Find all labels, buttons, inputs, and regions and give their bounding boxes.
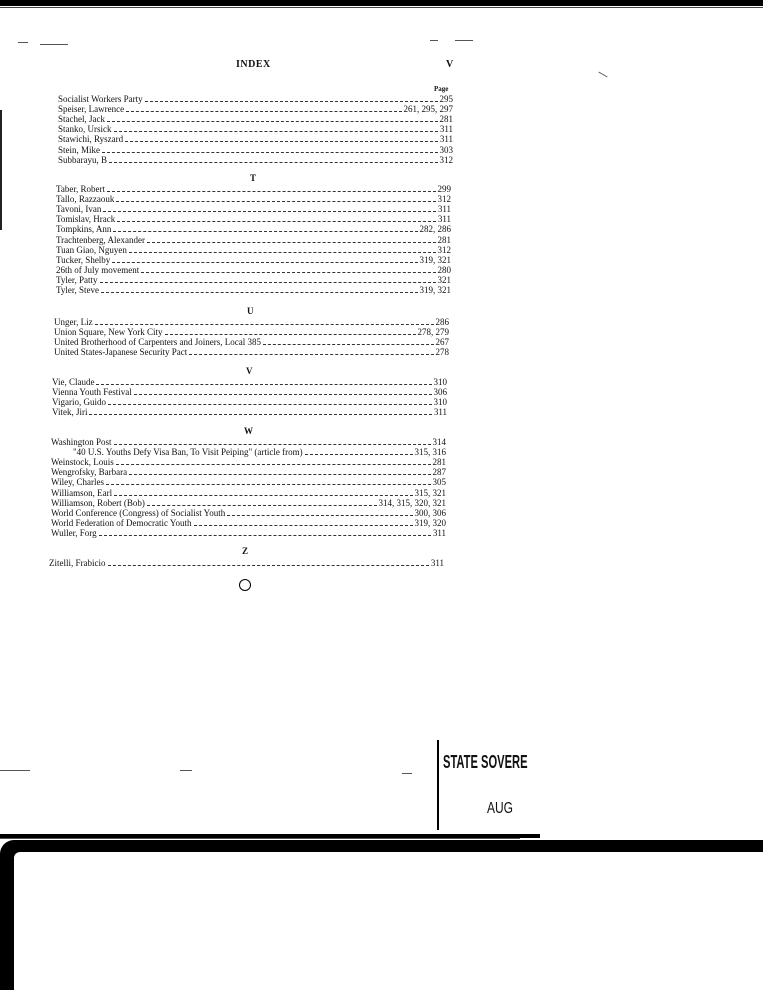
entry-pages: 315, 316 bbox=[414, 447, 446, 458]
leader-dots bbox=[126, 111, 401, 112]
page-column-label: Page bbox=[434, 85, 449, 93]
leader-dots bbox=[165, 334, 416, 335]
entry-pages: 321 bbox=[437, 274, 451, 285]
scan-speck bbox=[430, 40, 438, 41]
entry-name: Stawichi, Ryszard bbox=[58, 134, 124, 145]
index-entry bbox=[52, 397, 447, 407]
entry-pages: 305 bbox=[432, 477, 446, 488]
entry-name: Vie, Claude bbox=[52, 377, 95, 387]
index-entry bbox=[54, 327, 449, 337]
entry-name: Tomislav, Hrack bbox=[56, 214, 116, 225]
scan-speck bbox=[0, 770, 30, 771]
leader-dots bbox=[108, 565, 429, 566]
entry-name: Unger, Liz bbox=[54, 317, 93, 327]
entry-name: Wuller, Forg bbox=[51, 527, 97, 538]
entry-name: Vitek, Jiri bbox=[52, 407, 88, 418]
stamp-line-2: AUG bbox=[487, 800, 514, 817]
entry-pages: 310 bbox=[433, 377, 447, 387]
leader-dots bbox=[108, 404, 432, 405]
leader-dots bbox=[114, 444, 431, 445]
entry-name: Socialist Workers Party bbox=[58, 94, 143, 104]
entry-pages: 312 bbox=[439, 154, 453, 165]
leader-dots bbox=[107, 121, 438, 122]
entry-pages: 311 bbox=[439, 134, 453, 145]
leader-dots bbox=[141, 272, 435, 273]
entry-name: Tompkins, Ann bbox=[56, 224, 112, 235]
index-entry bbox=[56, 184, 451, 194]
section-letter: T bbox=[250, 173, 257, 183]
index-entry bbox=[56, 204, 451, 214]
entry-name: Tyler, Patty bbox=[56, 274, 98, 285]
entry-pages: 311 bbox=[433, 407, 447, 418]
leader-dots bbox=[134, 394, 432, 395]
index-entry bbox=[56, 224, 451, 234]
index-entry bbox=[56, 285, 451, 295]
leader-dots bbox=[102, 152, 438, 153]
leader-dots bbox=[114, 495, 412, 496]
leader-dots bbox=[117, 221, 436, 222]
entry-pages: 312 bbox=[437, 194, 451, 205]
entry-pages: 314 bbox=[432, 437, 446, 447]
leader-dots bbox=[145, 101, 438, 102]
entry-pages: 300, 306 bbox=[414, 507, 446, 518]
entry-name: Tavoni, Ivan bbox=[56, 204, 102, 215]
index-entry bbox=[58, 94, 453, 104]
scan-speck bbox=[18, 42, 28, 43]
leader-dots bbox=[107, 191, 436, 192]
stamp-border bbox=[437, 740, 439, 830]
entry-pages: 280 bbox=[437, 264, 451, 275]
index-entry bbox=[56, 255, 451, 265]
scan-speck bbox=[402, 773, 412, 774]
page-numeral: V bbox=[446, 59, 454, 70]
index-entry bbox=[54, 347, 449, 357]
leader-dots bbox=[189, 354, 433, 355]
scan-speck bbox=[455, 40, 473, 41]
section-letter: V bbox=[246, 366, 253, 376]
entry-pages: 281 bbox=[439, 114, 453, 125]
leader-dots bbox=[129, 252, 436, 253]
entry-pages: 311 bbox=[430, 558, 444, 568]
top-scan-edge-line bbox=[0, 7, 763, 8]
index-entry bbox=[51, 498, 446, 508]
index-entry bbox=[52, 407, 447, 417]
stamp bbox=[437, 740, 527, 834]
index-entry bbox=[51, 457, 446, 467]
leader-dots bbox=[227, 515, 412, 516]
leader-dots bbox=[89, 414, 431, 415]
entry-pages: 282, 286 bbox=[419, 224, 451, 235]
entry-name: Speiser, Lawrence bbox=[58, 104, 125, 115]
leader-dots bbox=[147, 505, 377, 506]
entry-pages: 278 bbox=[435, 347, 449, 358]
entry-pages: 267 bbox=[435, 337, 449, 348]
leader-dots bbox=[96, 384, 431, 385]
index-entry bbox=[56, 275, 451, 285]
index-entry bbox=[52, 387, 447, 397]
entry-pages: 303 bbox=[439, 144, 453, 155]
entry-pages: 319, 321 bbox=[419, 285, 451, 295]
entry-name: Tucker, Shelby bbox=[56, 254, 111, 265]
index-entry bbox=[56, 245, 451, 255]
left-scan-edge bbox=[0, 110, 2, 230]
entry-pages: 311 bbox=[437, 214, 451, 225]
leader-dots bbox=[95, 324, 434, 325]
entry-pages: 299 bbox=[437, 184, 451, 194]
entry-name: Tallo, Razzaouk bbox=[56, 194, 115, 205]
entry-pages: 278, 279 bbox=[417, 327, 449, 338]
index-entry bbox=[51, 528, 446, 538]
entry-name: Trachtenberg, Alexander bbox=[56, 234, 145, 245]
entry-name: Tyler, Steve bbox=[56, 285, 99, 295]
entry-name: World Conference (Congress) of Socialist Youth bbox=[51, 507, 226, 518]
entry-pages: 281 bbox=[432, 457, 446, 468]
index-entry bbox=[58, 134, 453, 144]
leader-dots bbox=[116, 201, 435, 202]
entry-name: Vienna Youth Festival bbox=[52, 387, 132, 398]
entry-pages: 312 bbox=[437, 244, 451, 255]
leader-dots bbox=[129, 474, 430, 475]
leader-dots bbox=[112, 262, 417, 263]
entry-name: Washington Post bbox=[51, 437, 112, 447]
entry-pages: 281 bbox=[437, 234, 451, 245]
index-entry bbox=[58, 155, 453, 165]
section-letter: W bbox=[244, 426, 253, 436]
leader-dots bbox=[103, 211, 435, 212]
bottom-scan-rule-thin bbox=[0, 838, 520, 839]
entry-name: Taber, Robert bbox=[56, 184, 105, 194]
stamp-line-1: STATE SOVERE bbox=[443, 752, 528, 772]
leader-dots bbox=[125, 141, 438, 142]
entry-pages: 295 bbox=[439, 94, 453, 104]
index-entry bbox=[56, 265, 451, 275]
index-entry bbox=[58, 104, 453, 114]
leader-dots bbox=[109, 162, 438, 163]
leader-dots bbox=[113, 231, 417, 232]
page-title: INDEX bbox=[236, 59, 271, 70]
entry-name: Wiley, Charles bbox=[51, 477, 105, 488]
entry-name: Union Square, New York City bbox=[54, 327, 163, 338]
leader-dots bbox=[194, 525, 413, 526]
index-entry bbox=[56, 214, 451, 224]
entry-pages: 311 bbox=[439, 124, 453, 135]
index-entry bbox=[51, 508, 446, 518]
leader-dots bbox=[114, 131, 438, 132]
index-entry bbox=[49, 558, 444, 568]
index-entry bbox=[54, 317, 449, 327]
index-entry bbox=[51, 437, 446, 447]
index-entry bbox=[58, 124, 453, 134]
entry-name: Vigario, Guido bbox=[52, 397, 106, 408]
leader-dots bbox=[101, 292, 418, 293]
entry-pages: 261, 295, 297 bbox=[403, 104, 453, 115]
index-entry bbox=[58, 145, 453, 155]
entry-name: Wengrofsky, Barbara bbox=[51, 467, 128, 478]
scan-speck bbox=[40, 44, 68, 45]
section-letter: Z bbox=[242, 546, 249, 556]
leader-dots bbox=[100, 282, 436, 283]
index-entry bbox=[51, 467, 446, 477]
leader-dots bbox=[263, 344, 434, 345]
leader-dots bbox=[147, 242, 436, 243]
top-scan-edge bbox=[0, 0, 763, 6]
entry-name: World Federation of Democratic Youth bbox=[51, 517, 192, 528]
entry-name: Subbarayu, B bbox=[58, 154, 107, 165]
leader-dots bbox=[106, 484, 430, 485]
section-letter: U bbox=[247, 306, 254, 316]
bottom-scan-inner bbox=[14, 852, 763, 990]
index-entry bbox=[73, 447, 446, 457]
entry-name: Williamson, Earl bbox=[51, 487, 113, 498]
entry-name: Tuan Giao, Nguyen bbox=[56, 244, 127, 255]
leader-dots bbox=[305, 454, 413, 455]
entry-pages: 315, 321 bbox=[414, 487, 446, 498]
leader-dots bbox=[99, 535, 431, 536]
index-entry bbox=[51, 488, 446, 498]
circle-mark bbox=[239, 579, 251, 591]
entry-pages: 306 bbox=[433, 387, 447, 398]
entry-pages: 311 bbox=[437, 204, 451, 215]
entry-name: 26th of July movement bbox=[56, 264, 140, 275]
entry-name: Stanko, Ursick bbox=[58, 124, 112, 135]
entry-pages: 287 bbox=[432, 467, 446, 478]
entry-name: United States-Japanese Security Pact bbox=[54, 347, 188, 358]
index-entry bbox=[54, 337, 449, 347]
scan-speck bbox=[180, 770, 192, 771]
entry-pages: 319, 321 bbox=[419, 254, 451, 265]
leader-dots bbox=[116, 464, 431, 465]
index-entry bbox=[51, 518, 446, 528]
entry-name: Weinstock, Louis bbox=[51, 457, 114, 468]
entry-name: Stein, Mike bbox=[58, 144, 100, 155]
index-entry bbox=[56, 194, 451, 204]
entry-pages: 286 bbox=[435, 317, 449, 327]
entry-pages: 319, 320 bbox=[414, 517, 446, 528]
index-entry bbox=[56, 235, 451, 245]
index-entry bbox=[52, 377, 447, 387]
entry-name: "40 U.S. Youths Defy Visa Ban, To Visit Peiping" (article from) bbox=[73, 447, 303, 458]
index-entry bbox=[58, 114, 453, 124]
entry-name: Zitelli, Frabicio bbox=[49, 558, 106, 568]
index-entry bbox=[51, 477, 446, 487]
entry-pages: 311 bbox=[432, 527, 446, 538]
entry-name: Williamson, Robert (Bob) bbox=[51, 497, 145, 508]
scan-speck bbox=[598, 72, 607, 78]
entry-pages: 310 bbox=[433, 397, 447, 408]
entry-name: United Brotherhood of Carpenters and Joiners, Local 385 bbox=[54, 337, 261, 348]
entry-pages: 314, 315, 320, 321 bbox=[378, 497, 446, 508]
entry-name: Stachel, Jack bbox=[58, 114, 105, 125]
